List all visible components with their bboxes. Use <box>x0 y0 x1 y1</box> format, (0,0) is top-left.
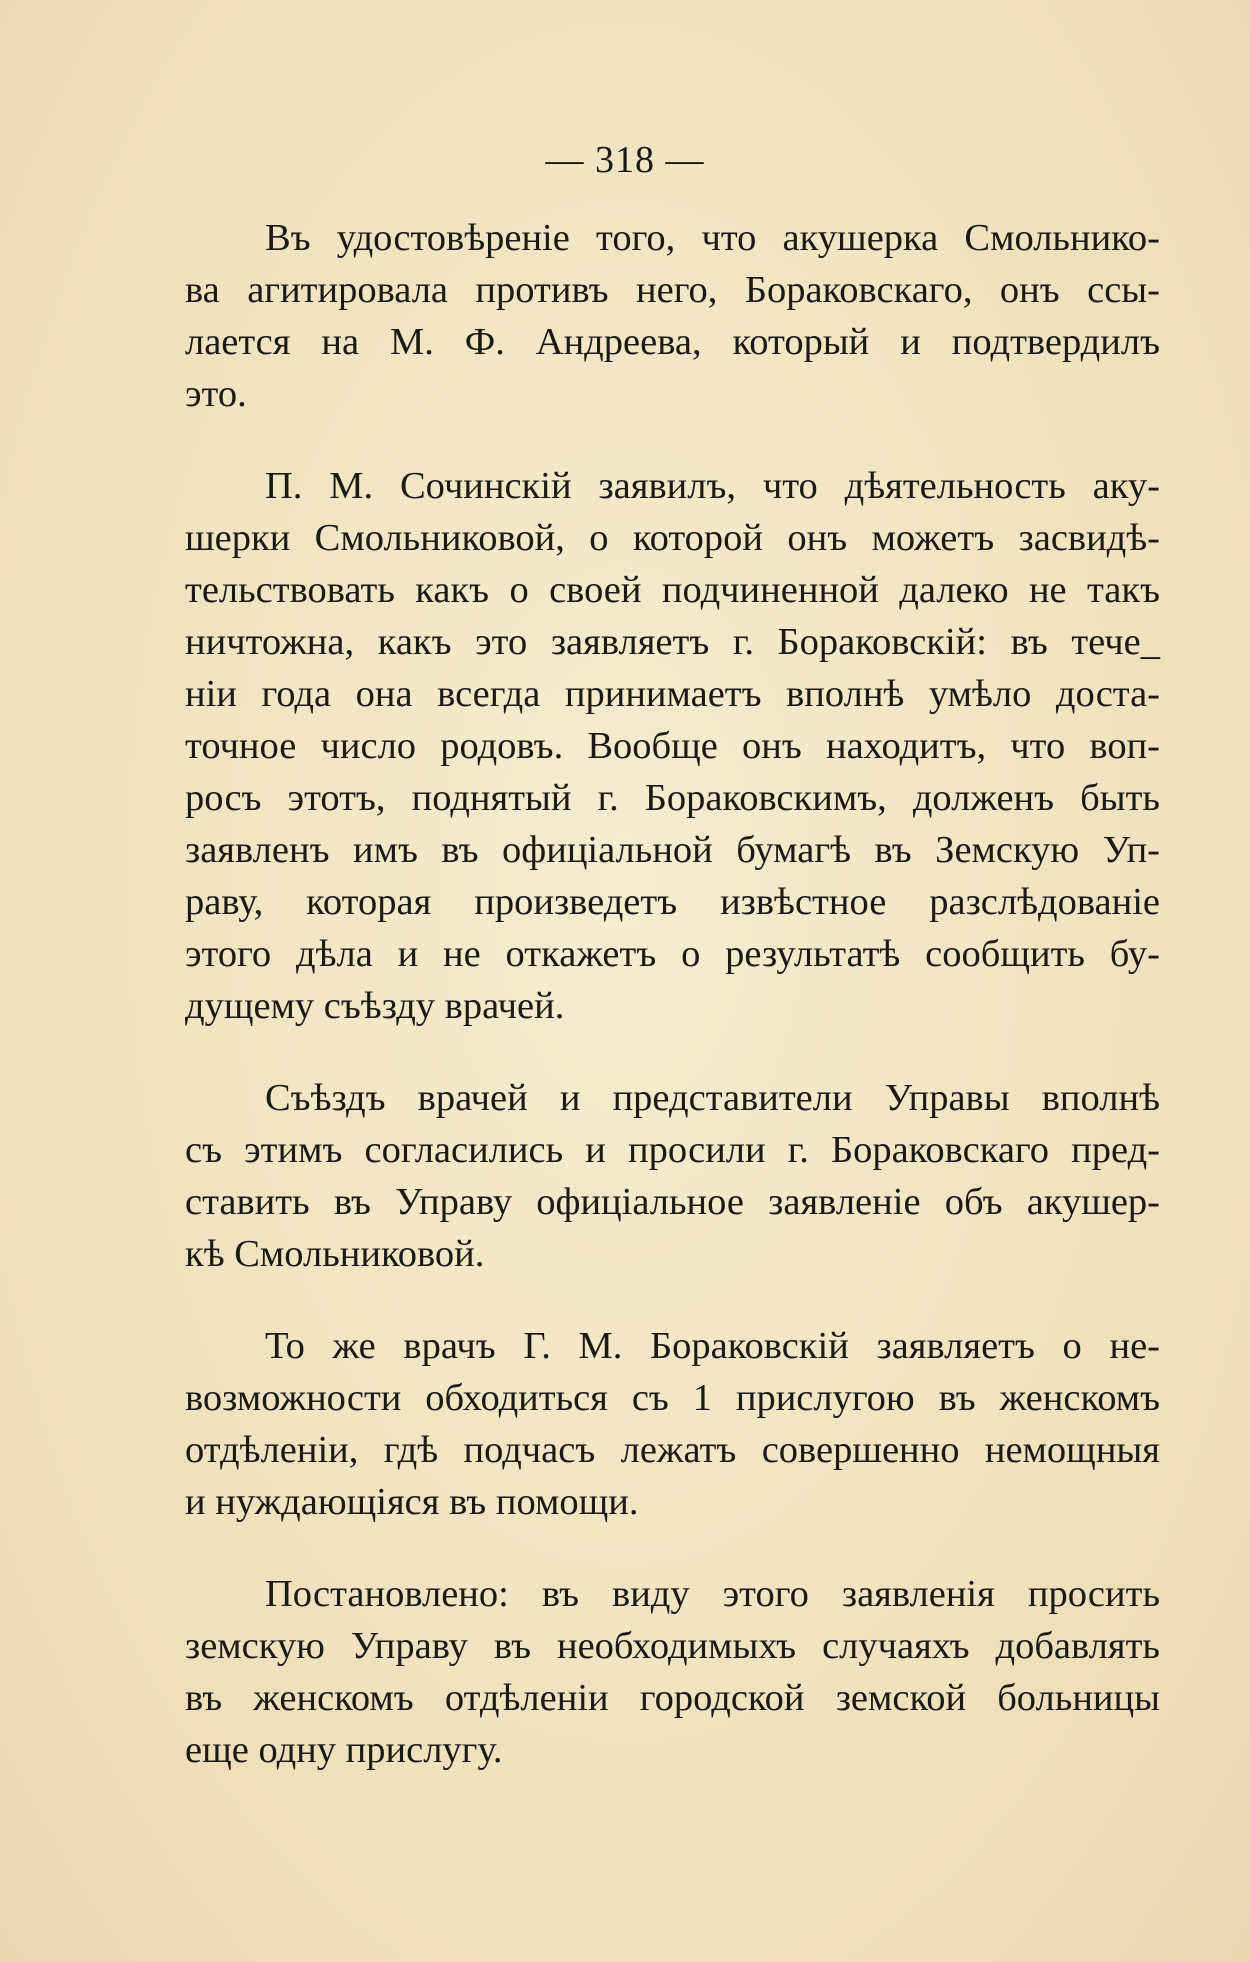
paragraph-3 <box>185 1072 1160 1280</box>
page-number: — 318 — <box>545 139 705 181</box>
text-line: лается на М. Ф. Андреева, который и подтвердилъ <box>185 321 1160 363</box>
text-line: еще одну прислугу. <box>185 1729 503 1771</box>
text-line: кѣ Смольниковой. <box>185 1233 485 1275</box>
text-line: заявленъ имъ въ офиціальной бумагѣ въ Земскую Уп- <box>185 829 1160 871</box>
paragraph-5 <box>185 1568 1160 1776</box>
text-line: съ этимъ согласились и просили г. Бораковскаго пред- <box>185 1129 1160 1171</box>
text-line: ніи года она всегда принимаетъ вполнѣ умѣло доста- <box>185 673 1160 715</box>
text-line: земскую Управу въ необходимыхъ случаяхъ добавлять <box>185 1625 1160 1667</box>
paragraph-4 <box>185 1320 1160 1528</box>
text-line: Съѣздъ врачей и представители Управы вполнѣ <box>265 1077 1160 1119</box>
text-line: ничтожна, какъ это заявляетъ г. Бораковскій: въ тече_ <box>185 621 1160 663</box>
paragraph-2 <box>185 460 1160 1032</box>
text-line: шерки Смольниковой, о которой онъ можетъ засвидѣ- <box>185 517 1160 559</box>
text-line: П. М. Сочинскій заявилъ, что дѣятельность аку- <box>265 465 1160 507</box>
text-line: возможности обходиться съ 1 прислугою въ женскомъ <box>185 1377 1160 1419</box>
text-line: росъ этотъ, поднятый г. Бораковскимъ, долженъ быть <box>185 777 1160 819</box>
text-line: ва агитировала противъ него, Бораковскаго, онъ ссы- <box>185 269 1160 311</box>
text-line: отдѣленіи, гдѣ подчасъ лежатъ совершенно немощныя <box>185 1429 1160 1471</box>
paragraph-1 <box>185 212 1160 420</box>
text-line: Въ удостовѣреніе того, что акушерка Смольнико- <box>265 217 1160 259</box>
text-line: и нуждающіяся въ помощи. <box>185 1481 639 1523</box>
text-line: дущему съѣзду врачей. <box>185 985 565 1027</box>
body-text <box>185 212 1160 1816</box>
text-line: въ женскомъ отдѣленіи городской земской больницы <box>185 1677 1160 1719</box>
text-line: раву, которая произведетъ извѣстное разслѣдованіе <box>185 881 1160 923</box>
text-line: точное число родовъ. Вообще онъ находитъ, что воп- <box>185 725 1160 767</box>
text-line: это. <box>185 373 247 415</box>
text-line: Постановлено: въ виду этого заявленія просить <box>265 1573 1160 1615</box>
text-line: тельствовать какъ о своей подчиненной далеко не такъ <box>185 569 1160 611</box>
text-line: ставить въ Управу офиціальное заявленіе объ акушер- <box>185 1181 1160 1223</box>
text-line: То же врачъ Г. М. Бораковскій заявляетъ о не- <box>265 1325 1160 1367</box>
text-line: этого дѣла и не откажетъ о результатѣ сообщить бу- <box>185 933 1160 975</box>
